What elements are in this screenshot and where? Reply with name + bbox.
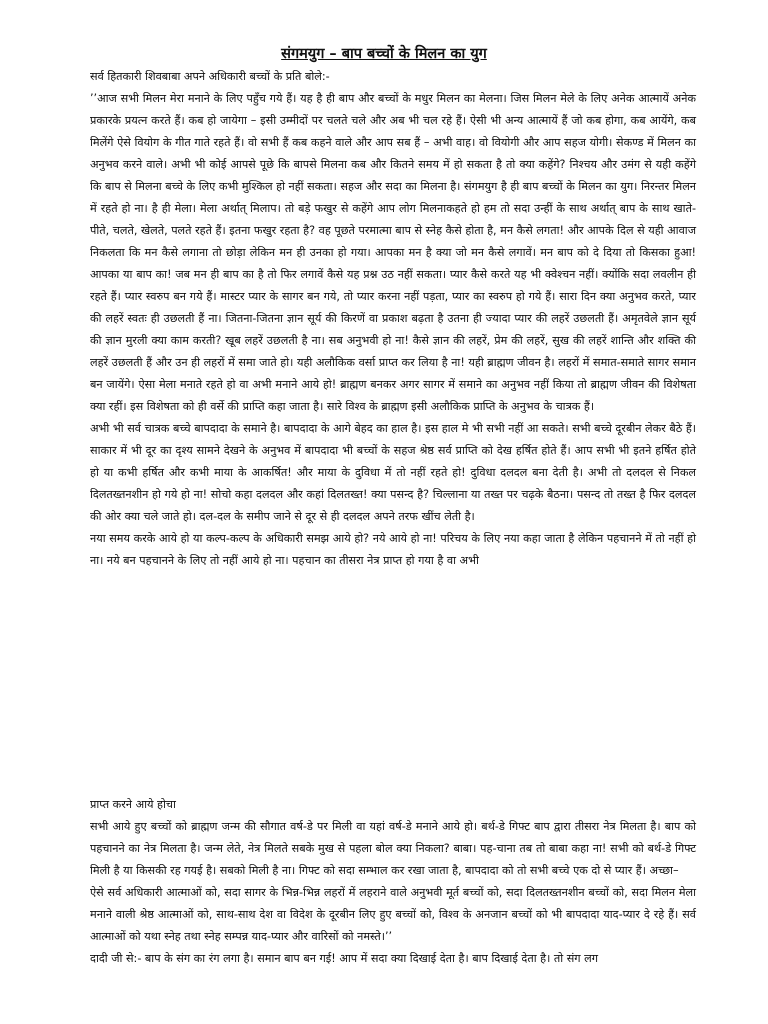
page-title: संगमयुग – बाप बच्चों के मिलन का युग (281, 46, 487, 62)
paragraph: अभी भी सर्व चात्रक बच्चे बापदादा के समाने है। बापदादा के आगे बेहद का हाल है। इस हाल मे भी सभी नहीं आ सकते। सभी बच्चे दूरबीन लेकर बैठे हैं। साकार में भी दूर का दृश्य सामने देखने के अनुभव में बापदादा भी बच्चों के सहज श्रेष्ठ सर्व प्राप्ति को देख हर्षित होते हैं। आप सभी भी इतने हर्षित होते हो या कभी हर्षित और कभी माया के आकर्षित! और माया के दुविधा में तो नहीं रहते हो! दुविधा दलदल बना देती है। अभी तो दलदल से निकल दिलतख्तनशीन हो गये हो ना! सोचो कहा दलदल और कहां दिलतख्त! क्या पसन्द है? चिल्लाना या तख्त पर चढ़के बैठना। पसन्द तो तख्त है फिर दलदल की ओर क्या चले जाते हो। दल-दल के समीप जाने से दूर से ही दलदल अपने तरफ खींच लेती है। (90, 422, 696, 523)
text-block-upper (90, 66, 696, 572)
paragraph: सर्व हितकारी शिवबाबा अपने अधिकारी बच्चों के प्रति बोले:- (90, 70, 330, 83)
paragraph: ’’आज सभी मिलन मेरा मनाने के लिए पहुँच गये हैं। यह है ही बाप और बच्चों के मधुर मिलन का मेलना। जिस मिलन मेले के लिए अनेक आत्मायें अनेक प्रकारके प्रयत्न करते हैं। कब हो जायेगा – इसी उम्मीदों पर चलते चले और अब भी चल रहे हैं। ऐसी भी अन्य आत्मायें हैं जो कब होगा, कब आयेंगे, कब मिलेंगे ऐसे वियोग के गीत गाते रहते हैं। वो सभी हैं कब कहने वाले और आप सब हैं – अभी वाह। वो वियोगी और आप सहज योगी। सेकण्ड में मिलन का अनुभव करने वाले। अभी भी कोई आपसे पूछे कि बापसे मिलना कब और कितने समय में हो सकता है तो क्या कहेंगे? निश्चय और उमंग से यही कहेंगे कि बाप से मिलना बच्चे के लिए कभी मुश्किल हो नहीं सकता। सहज और सदा का मिलना है। संगमयुग है ही बाप बच्चों के मिलन का युग। निरन्तर मिलन में रहते हो ना। है ही मेला। मेला अर्थात् मिलाप। तो बड़े फखुर से कहेंगे आप लोग मिलनाकहते हो हम तो सदा उन्हीं के साथ अर्थात् बाप के साथ खाते-पीते, चलते, खेलते, पलते रहते हैं। इतना फखुर रहता है? वह पूछते परमात्मा बाप से स्नेह कैसे होता है, मन कैसे लगता! और आपके दिल से यही आवाज निकलता कि मन कैसे लगाना तो छोड़ा लेकिन मन ही उनका हो गया। आपका मन है क्या जो मन कैसे लगावें। मन बाप को दे दिया तो किसका हुआ! आपका या बाप का! जब मन ही बाप का है तो फिर लगावें कैसे यह प्रश्न उठ नहीं सकता। प्यार कैसे करते यह भी क्वेश्चन नहीं। क्योंकि सदा लवलीन ही रहते हैं। प्यार स्वरुप बन गये हैं। मास्टर प्यार के सागर बन गये, तो प्यार करना नहीं पड़ता, प्यार का स्वरुप हो गये हैं। सारा दिन क्या अनुभव करते, प्यार की लहरें स्वतः ही उछलती हैं ना। जितना-जितना ज्ञान सूर्य की किरणें वा प्रकाश बढ़ता है उतना ही ज्यादा प्यार की लहरें उछलती हैं। अमृतवेले ज्ञान सूर्य की ज्ञान मुरली क्या काम करती? खूब लहरें उछलती है ना। सब अनुभवी हो ना! कैसे ज्ञान की लहरें, प्रेम की लहरें, सुख की लहरें शान्ति और शक्ति की लहरें उछलती हैं और उन ही लहरों में समा जाते हो। यही अलौकिक वर्सा प्राप्त कर लिया है ना! यही ब्राह्मण जीवन है। लहरों में समात-समाते सागर समान बन जायेंगे। ऐसा मेला मनाते रहते हो वा अभी मनाने आये हो! ब्राह्मण बनकर अगर सागर में समाने का अनुभव नहीं किया तो ब्राह्मण जीवन की विशेषता क्या रहीं। इस विशेषता को ही वर्से की प्राप्ति कहा जाता है। सारे विश्व के ब्राह्मण इसी अलौकिक प्राप्ति के अनुभव के चात्रक हैं। (90, 92, 696, 413)
paragraph: प्राप्त करने आये होचा (90, 798, 176, 811)
paragraph: दादी जी से:- बाप के संग का रंग लगा है। समान बाप बन गई! आप में सदा क्या दिखाई देता है। बाप दिखाई देता है। तो संग लग (90, 952, 599, 965)
text-block-lower (90, 794, 696, 970)
paragraph: नया समय करके आये हो या कल्प-कल्प के अधिकारी समझ आये हो? नये आये हो ना! परिचय के लिए नया कहा जाता है लेकिन पहचानने में तो नहीं हो ना। नये बन पहचानने के लिए तो नहीं आये हो ना। पहचान का तीसरा नेत्र प्राप्त हो गया है वा अभी (90, 532, 696, 567)
paragraph: ऐसे सर्व अधिकारी आत्माओं को, सदा सागर के भिन्न-भिन्न लहरों में लहराने वाले अनुभवी मूर्त बच्चों को, सदा दिलतख्तनशीन बच्चों को, सदा मिलन मेला मनाने वाली श्रेष्ठ आत्माओं को, साथ-साथ देश वा विदेश के दूरबीन लिए हुए बच्चों को, विश्व के अनजान बच्चों को भी बापदादा याद-प्यार दे रहे हैं। सर्व आत्माओं को यथा स्नेह तथा स्नेह सम्पन्न याद-प्यार और वारिसों को नमस्ते।’’ (90, 886, 696, 943)
paragraph: सभी आये हुए बच्चों को ब्राह्मण जन्म की सौगात वर्ष-डे पर मिली वा यहां वर्ष-डे मनाने आये हो। बर्थ-डे गिफ्ट बाप द्वारा तीसरा नेत्र मिलता है। बाप को पहचानने का नेत्र मिलता है। जन्म लेते, नेत्र मिलते सबके मुख से पहला बोल क्या निकला? बाबा। पह-चाना तब तो बाबा कहा ना! सभी को बर्थ-डे गिफ्ट मिली है या किसकी रह गयई है। सबको मिली है ना। गिफ्ट को सदा सम्भाल कर रखा जाता है, बापदादा को तो सभी बच्चे एक दो से प्यार हैं। अच्छा– (90, 820, 696, 877)
